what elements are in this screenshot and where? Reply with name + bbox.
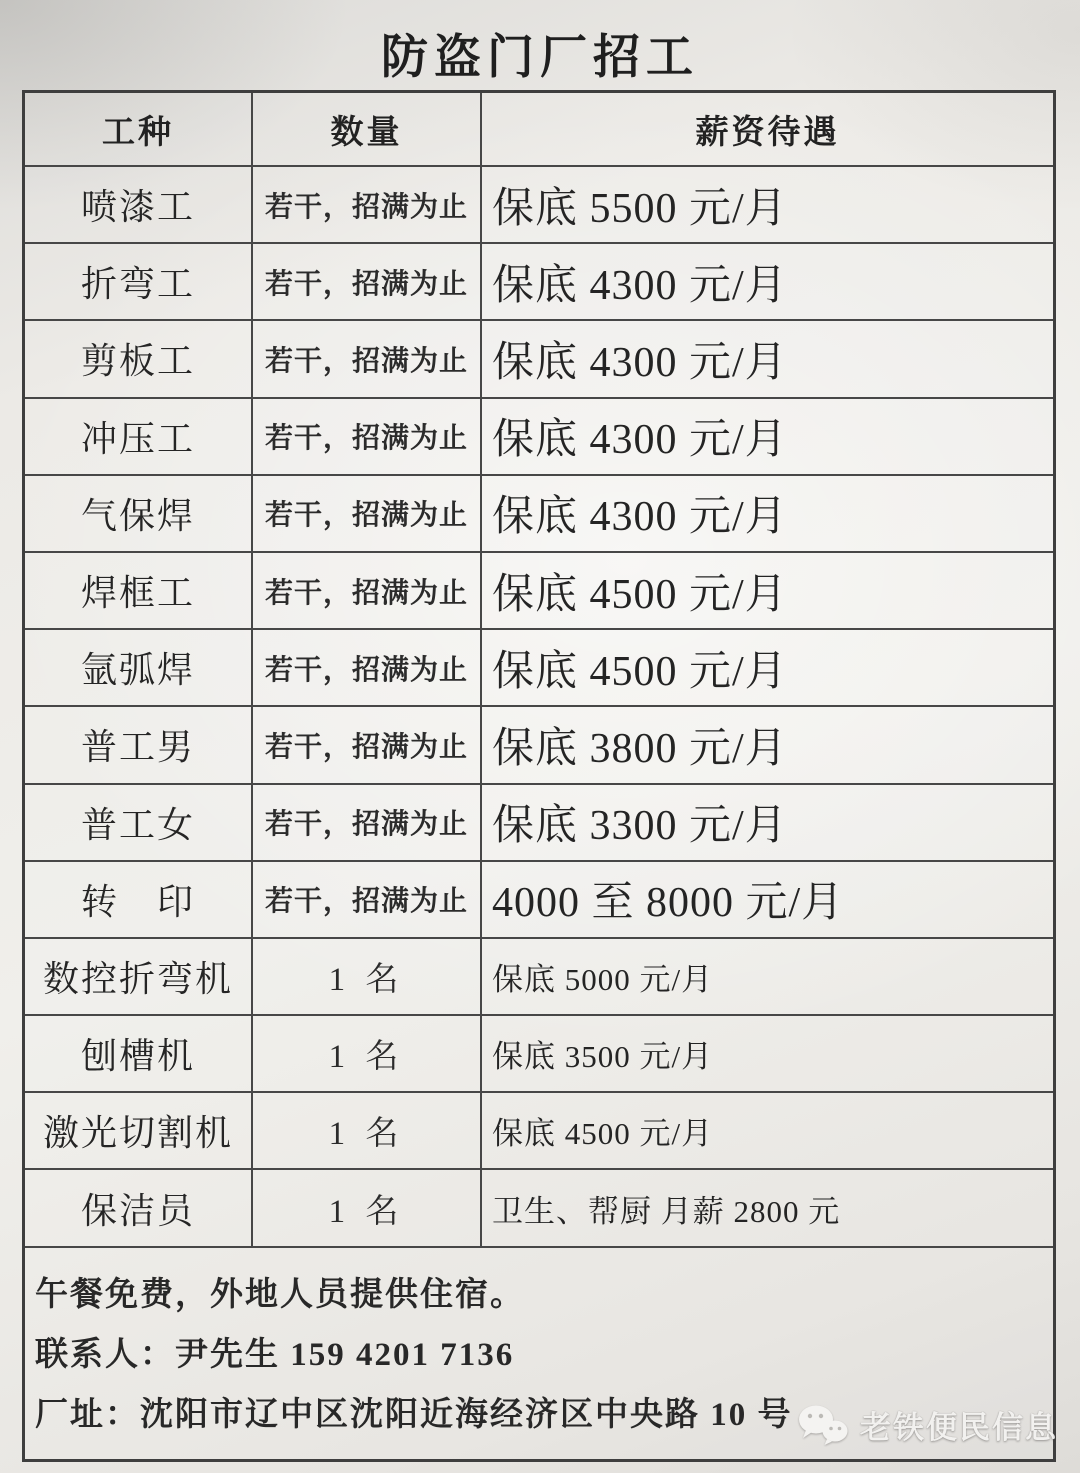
header-salary: 薪资待遇 (480, 93, 1053, 165)
table-row (25, 399, 1053, 476)
benefits-note: 午餐免费，外地人员提供住宿。 (35, 1277, 525, 1314)
table-row (25, 630, 1053, 707)
job-cell: 喷漆工 (80, 187, 195, 228)
job-cell: 转 印 (80, 881, 195, 922)
qty-cell: 若干，招满为止 (251, 553, 480, 628)
salary-cell: 保底 3300 元/月 (480, 785, 1053, 860)
header-qty: 数量 (251, 93, 480, 165)
table-row (25, 476, 1053, 553)
qty-cell: 若干，招满为止 (251, 321, 480, 396)
salary-cell: 保底 4500 元/月 (480, 553, 1053, 628)
watermark (796, 1402, 1058, 1447)
table-body (25, 167, 1053, 1248)
job-cell: 刨槽机 (80, 1036, 195, 1077)
table-row (25, 1093, 1053, 1170)
contact-line: 联系人：尹先生 159 4201 7136 (35, 1336, 515, 1373)
qty-cell: 若干，招满为止 (251, 862, 480, 937)
qty-cell: 若干，招满为止 (251, 707, 480, 782)
table-row (25, 1170, 1053, 1247)
watermark-label: 老铁便民信息 (860, 1410, 1058, 1445)
address-line: 厂址：沈阳市辽中区沈阳近海经济区中央路 10 号 (35, 1396, 793, 1433)
salary-cell: 保底 4300 元/月 (480, 399, 1053, 474)
salary-cell: 保底 4300 元/月 (480, 244, 1053, 319)
qty-cell: 若干，招满为止 (251, 244, 480, 319)
qty-cell: 若干，招满为止 (251, 785, 480, 860)
table-row (25, 167, 1053, 244)
job-cell: 剪板工 (80, 341, 195, 382)
table-row (25, 785, 1053, 862)
header-job: 工种 (102, 114, 174, 151)
job-cell: 普工男 (80, 727, 195, 768)
job-cell: 气保焊 (80, 495, 195, 536)
qty-cell: 若干，招满为止 (251, 399, 480, 474)
table-row (25, 553, 1053, 630)
table-header-row (25, 93, 1053, 167)
table-row (25, 244, 1053, 321)
table-row (25, 939, 1053, 1016)
qty-cell: 1 名 (251, 939, 480, 1014)
salary-cell: 保底 4300 元/月 (480, 476, 1053, 551)
salary-cell: 保底 5500 元/月 (480, 167, 1053, 242)
salary-cell: 保底 4500 元/月 (480, 1093, 1053, 1168)
job-cell: 普工女 (80, 804, 195, 845)
salary-cell: 保底 5000 元/月 (480, 939, 1053, 1014)
salary-cell: 保底 3800 元/月 (480, 707, 1053, 782)
table-row (25, 1016, 1053, 1093)
wechat-icon (796, 1403, 850, 1447)
job-cell: 氩弧焊 (80, 650, 195, 691)
table-row (25, 707, 1053, 784)
job-cell: 激光切割机 (42, 1113, 233, 1154)
salary-cell: 卫生、帮厨 月薪 2800 元 (480, 1170, 1053, 1245)
salary-cell: 保底 4300 元/月 (480, 321, 1053, 396)
table-row (25, 862, 1053, 939)
job-cell: 数控折弯机 (42, 958, 233, 999)
qty-cell: 若干，招满为止 (251, 630, 480, 705)
qty-cell: 若干，招满为止 (251, 476, 480, 551)
qty-cell: 1 名 (251, 1016, 480, 1091)
page-title: 防盗门厂招工 (381, 32, 699, 84)
job-cell: 冲压工 (80, 418, 195, 459)
job-cell: 焊框工 (80, 573, 195, 614)
salary-cell: 4000 至 8000 元/月 (480, 862, 1053, 937)
job-cell: 保洁员 (80, 1190, 195, 1231)
qty-cell: 1 名 (251, 1170, 480, 1245)
recruitment-table (22, 90, 1056, 1462)
salary-cell: 保底 3500 元/月 (480, 1016, 1053, 1091)
qty-cell: 若干，招满为止 (251, 167, 480, 242)
job-cell: 折弯工 (80, 264, 195, 305)
table-row (25, 321, 1053, 398)
qty-cell: 1 名 (251, 1093, 480, 1168)
salary-cell: 保底 4500 元/月 (480, 630, 1053, 705)
